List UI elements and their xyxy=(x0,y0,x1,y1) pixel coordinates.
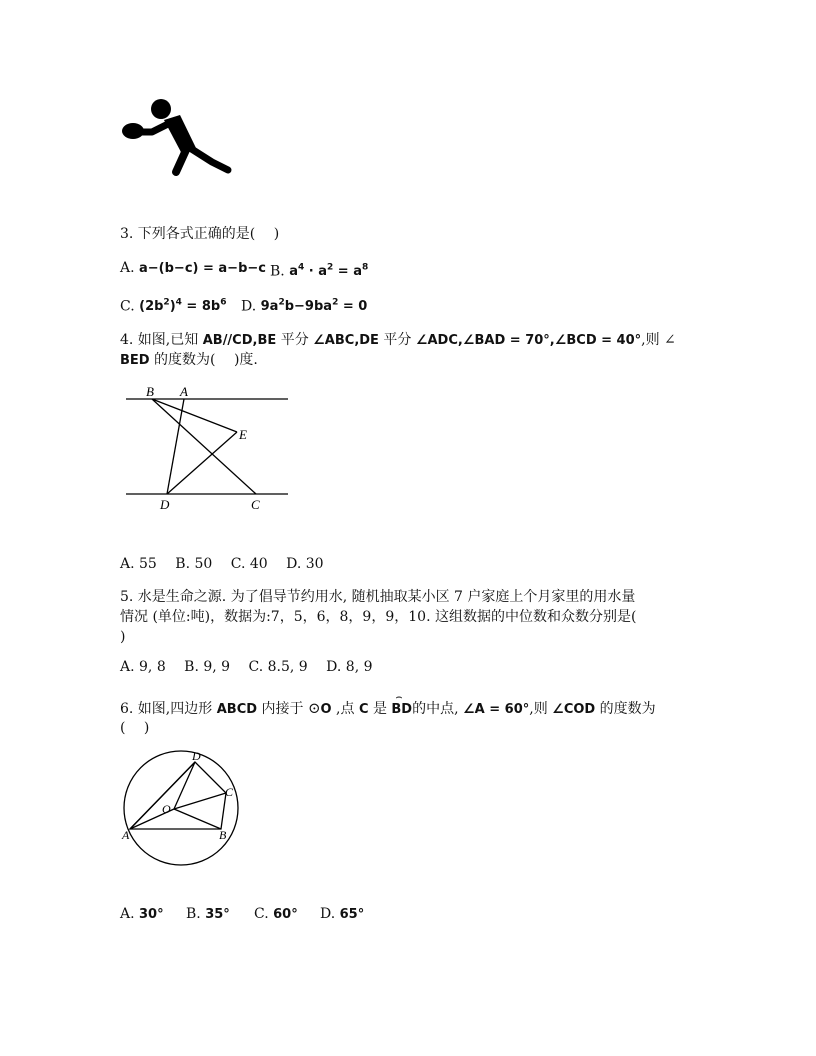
q3-c-label: C. xyxy=(120,298,135,315)
q3-c-expr: $(2b^2)^4 = 8b^6$ xyxy=(139,298,227,315)
q3-d-expr: $9a^2b-9ba^2 = 0$ xyxy=(260,298,368,315)
q6-b-value: 35° xyxy=(205,907,230,922)
q6-stem-math: BD xyxy=(391,702,413,717)
q6-stem-math: ∠COD xyxy=(552,702,596,717)
segment-ad xyxy=(167,399,184,494)
player-leg-front xyxy=(176,150,186,172)
q3-a-label: A. xyxy=(120,260,135,276)
q6-option-a xyxy=(120,904,164,925)
q6-b-label: B. xyxy=(186,906,201,922)
q6-stem-text: ,则 xyxy=(529,701,548,717)
q4-stem-text: ,则 ∠ xyxy=(641,332,676,348)
q4-stem-line1 xyxy=(120,330,676,351)
segment-be xyxy=(152,399,237,432)
q3-b-label: B. xyxy=(270,263,285,280)
q4-stem-math: AB//CD,BE xyxy=(202,333,277,348)
label-d: D xyxy=(192,749,201,763)
label-e: E xyxy=(239,427,247,442)
q6-stem-line1 xyxy=(120,690,656,720)
segment-ob xyxy=(174,809,221,829)
circle-dot-icon: ⊙ xyxy=(307,699,321,717)
q6-c-value: 60° xyxy=(273,907,298,922)
q4-stem-text: 的度数为( )度. xyxy=(154,352,258,368)
q5-stem-line3: ) xyxy=(120,629,126,645)
q4-stem-line2 xyxy=(120,350,258,371)
q4-stem-text: 平分 xyxy=(280,332,309,348)
paddle xyxy=(122,123,144,139)
label-a: A xyxy=(180,384,188,399)
q6-stem-text: 是 xyxy=(372,701,387,717)
arc-bd xyxy=(391,690,413,720)
q3-d-label: D. xyxy=(241,298,257,315)
q3-option-b xyxy=(270,258,368,282)
q6-option-c xyxy=(254,904,298,925)
q4-stem-text: 平分 xyxy=(383,332,412,348)
segment-bc xyxy=(152,399,256,494)
q4-figure-parallel-lines xyxy=(118,380,298,515)
q6-stem-text: 的中点, xyxy=(412,701,459,717)
segment-oc xyxy=(174,793,226,809)
q3-stem: 3. 下列各式正确的是( ) xyxy=(120,226,280,242)
player-leg-back xyxy=(190,148,228,170)
q6-stem-text: 6. 如图,四边形 xyxy=(120,701,213,717)
label-a: A xyxy=(122,828,130,842)
q6-d-value: 65° xyxy=(339,907,365,922)
q6-d-label: D. xyxy=(320,906,336,922)
q3-option-a xyxy=(120,258,266,279)
arc-mark-icon: ⌢ xyxy=(395,690,403,703)
label-c: C xyxy=(225,785,234,799)
q6-stem-math: O xyxy=(320,702,332,717)
quadrilateral-abcd xyxy=(130,762,226,829)
q3-a-expr: a−(b−c) = a−b−c xyxy=(139,261,266,276)
q6-stem-math: C xyxy=(358,702,369,717)
q6-c-label: C. xyxy=(254,906,269,922)
q6-option-d xyxy=(320,904,364,925)
player-arm xyxy=(140,124,168,132)
q6-stem-line2: ( ) xyxy=(120,720,150,736)
q6-stem-math: ABCD xyxy=(216,702,258,717)
label-b: B xyxy=(219,828,227,842)
label-c: C xyxy=(251,497,260,512)
player-head xyxy=(151,99,171,119)
q4-stem-math: ∠ADC,∠BAD = 70°,∠BCD = 40° xyxy=(415,333,642,348)
q6-stem-text: 内接于 xyxy=(261,701,304,717)
q6-option-b xyxy=(186,904,230,925)
q4-stem-math: ∠ABC,DE xyxy=(313,333,379,348)
label-b: B xyxy=(146,384,154,399)
q6-a-value: 30° xyxy=(139,907,164,922)
q3-option-d xyxy=(241,293,367,317)
segment-de xyxy=(167,432,237,494)
q4-options: A. 55 B. 50 C. 40 D. 30 xyxy=(120,556,324,572)
q3-b-expr: $a^4 \cdot a^2 = a^8$ xyxy=(289,263,369,280)
label-o: O xyxy=(162,802,171,816)
q5-options: A. 9, 8 B. 9, 9 C. 8.5, 9 D. 8, 9 xyxy=(120,659,373,675)
q6-stem-text: ,点 xyxy=(336,701,355,717)
q4-stem-math: BED xyxy=(120,353,150,368)
q6-a-label: A. xyxy=(120,906,135,922)
table-tennis-player-icon xyxy=(118,96,238,180)
q5-stem-line1: 5. 水是生命之源. 为了倡导节约用水, 随机抽取某小区 7 户家庭上个月家里的用水量 xyxy=(120,589,636,605)
q3-option-c xyxy=(120,293,226,317)
q6-figure-inscribed-quadrilateral xyxy=(118,745,248,870)
q4-stem-text: 4. 如图,已知 xyxy=(120,332,199,348)
segment-od xyxy=(174,762,195,809)
q6-stem-text: 的度数为 xyxy=(599,701,656,717)
q6-stem-math: ∠A = 60° xyxy=(463,702,530,717)
q5-stem-line2: 情况 (单位:吨)，数据为:7，5，6，8，9，9，10. 这组数据的中位数和众数分别是( xyxy=(120,609,637,625)
circle-o xyxy=(124,751,238,865)
label-d: D xyxy=(160,497,170,512)
segment-ad xyxy=(130,762,195,829)
